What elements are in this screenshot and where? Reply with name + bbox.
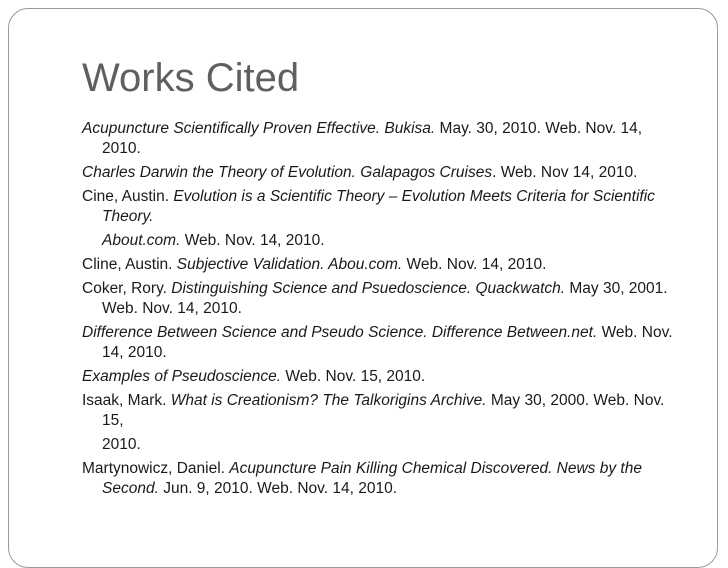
citation-entry (82, 459, 682, 499)
citation-entry (82, 279, 682, 319)
citation-title-text: Acupuncture Scientifically Proven Effective. Bukisa. (82, 120, 436, 137)
citation-text: Isaak, Mark. (82, 392, 171, 409)
citation-title-text: Examples of Pseudoscience. (82, 368, 282, 385)
citation-entry (82, 367, 682, 387)
citation-entry (82, 231, 682, 251)
citation-text: 2010. (102, 436, 141, 453)
citation-title-text: Difference Between Science and Pseudo Science. Difference Between.net. (82, 324, 598, 341)
citation-text: Jun. 9, 2010. Web. Nov. 14, 2010. (158, 480, 397, 497)
citation-text: Cline, Austin. (82, 256, 177, 273)
citation-text: Web. Nov. 14, 2010. (102, 324, 673, 361)
citation-text: Coker, Rory. (82, 280, 172, 297)
citation-text: Martynowicz, Daniel. (82, 460, 230, 477)
citation-text: Web. Nov. 14, 2010. (180, 232, 325, 249)
citation-title-text: Subjective Validation. Abou.com. (176, 256, 403, 273)
citation-entry (82, 435, 682, 455)
citation-title-text: Acupuncture Pain Killing Chemical Discovered. News by the Second. (102, 460, 642, 497)
citation-text: Cine, Austin. (82, 188, 174, 205)
citation-text: May 30, 2000. Web. Nov. 15, (102, 392, 665, 429)
slide-title: Works Cited (82, 56, 300, 100)
citation-entry (82, 391, 682, 431)
citation-entry (82, 323, 682, 363)
citation-entry (82, 119, 682, 159)
citation-text: Web. Nov. 15, 2010. (281, 368, 426, 385)
citation-entry (82, 255, 682, 275)
citation-text: May. 30, 2010. Web. Nov. 14, 2010. (102, 120, 643, 157)
citation-title-text: What is Creationism? The Talkorigins Archive. (170, 392, 487, 409)
citation-title-text: Distinguishing Science and Psuedoscience. Quackwatch. (171, 280, 566, 297)
citation-entry (82, 163, 682, 183)
citation-title-text: Evolution is a Scientific Theory – Evolution Meets Criteria for Scientific Theory. (102, 188, 655, 225)
citation-text: May 30, 2001. Web. Nov. 14, 2010. (102, 280, 668, 317)
citation-text: . Web. Nov 14, 2010. (492, 164, 638, 181)
citation-title-text: About.com. (102, 232, 181, 249)
citation-title-text: Charles Darwin the Theory of Evolution. Galapagos Cruises (82, 164, 493, 181)
citation-text: Web. Nov. 14, 2010. (402, 256, 547, 273)
citation-entry (82, 187, 682, 227)
citation-list (82, 119, 682, 503)
